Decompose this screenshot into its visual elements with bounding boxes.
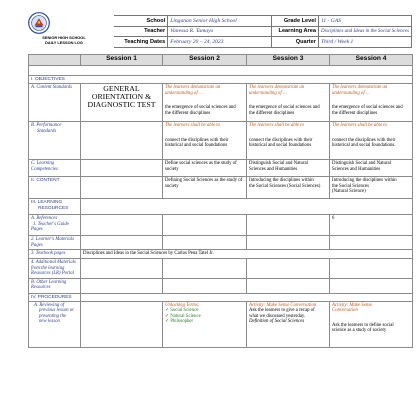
activity-title: Activity: Make Sense Conversation (249, 303, 317, 309)
learners-materials-row (29, 236, 413, 250)
session-4-review (330, 302, 413, 348)
additional-materials-row (29, 259, 413, 278)
textbook-row (29, 250, 413, 259)
textbook-value: Disciplines and Ideas in the Social Sciences by Carlos Pena Tatel Jr. (81, 250, 413, 259)
session-3-review (247, 302, 330, 348)
emergence-text: the emergence of social sciences and (165, 105, 236, 111)
school-value: Linganan Senior High School (168, 16, 272, 27)
learning-resources-heading (29, 199, 81, 215)
spacer-cell (29, 66, 413, 76)
connect-text: connect the disciplines with their (249, 137, 313, 143)
review-label (29, 302, 81, 348)
review-row (29, 302, 413, 348)
competencies-label-line-1: C. Learning (31, 161, 55, 167)
session-4-content (330, 177, 413, 199)
session-1-references-cell (81, 215, 163, 236)
session-4-references-cell (330, 215, 413, 236)
spacer (332, 314, 410, 323)
competency-text: Distinguish Social and Natural (249, 161, 309, 167)
grade-level-value: 11 - GAS (318, 16, 411, 27)
review-label-line-4: new lesson (39, 319, 60, 325)
header (28, 12, 412, 50)
spacer (332, 129, 410, 138)
header-info-table (114, 15, 412, 48)
additional-label-line-2: from the learning (31, 265, 65, 271)
demonstrate-text: The learners demonstrate an (249, 85, 305, 91)
teaching-dates-label: Teaching Dates (114, 37, 168, 48)
competencies-label-line-2: Competencies (31, 166, 58, 172)
content-text: Introducing the disciplines within (249, 178, 314, 184)
session-4-lm-cell (330, 236, 413, 250)
session-header-row (29, 55, 413, 66)
connect-text: connect the disciplines with their (332, 137, 396, 143)
session-1-lm-cell (81, 236, 163, 250)
session-2-competency (163, 160, 247, 177)
demonstrate-text-2: understanding of … (249, 90, 288, 96)
content-standards-label: A. Content Standards (29, 84, 81, 122)
grade-level-label: Grade Level (272, 16, 319, 27)
session-3-other-cell (247, 278, 330, 293)
orientation-line-1: GENERAL ORIENTATION & (91, 84, 152, 102)
session-2-performance-standard (163, 122, 247, 160)
corner-cell (29, 55, 81, 66)
activity-text-3: Definition of Social Sciences (249, 319, 305, 325)
orientation-line-2: DIAGNOSTIC TEST (87, 100, 156, 110)
content-heading: II. CONTENT (29, 177, 81, 199)
spacer (249, 129, 327, 138)
spacer (165, 129, 244, 138)
lm-label-line-2: Pages (31, 242, 43, 248)
teaching-dates-value: February 20 – 24, 2023 (168, 37, 272, 48)
other-label-line-1: B. Other Learning (31, 279, 67, 285)
additional-materials-label (29, 259, 81, 278)
spacer (165, 96, 244, 105)
emergence-text-2: the different disciplines (249, 110, 295, 116)
additional-label-line-3: Resources (LR) Portal (31, 271, 74, 277)
school-label: School (114, 16, 168, 27)
unlocking-terms-title: Unlocking Terms: (165, 303, 200, 309)
procedures-heading: IV. PROCEDURES (29, 293, 81, 301)
demonstrate-text: The learners demonstrate an (165, 85, 221, 91)
activity-text: Ask the learners to give a recap of (249, 308, 315, 314)
able-to-text: The learners shall be able to (165, 123, 221, 129)
tg-label-line-1: 1. Teacher's Guide (33, 221, 69, 227)
other-resources-row (29, 278, 413, 293)
quarter-label: Quarter (272, 37, 319, 48)
performance-label-line-2: Standards (37, 128, 57, 134)
learning-area-value: Disciplines and Ideas in the Social Sciences (318, 26, 411, 37)
spacer (249, 96, 327, 105)
connect-text-2: historical and social foundations. (332, 143, 396, 149)
performance-standards-label (29, 122, 81, 160)
learning-resources-row (29, 199, 413, 215)
emergence-text: the emergence of social sciences and (249, 105, 320, 111)
session-4-additional-cell (330, 259, 413, 278)
demonstrate-text: The learners demonstrate an (332, 85, 388, 91)
additional-label-line-1: 4. Additional Materials (31, 260, 76, 266)
procedures-cell (81, 293, 413, 301)
session-2-header: Session 2 (163, 55, 247, 66)
content-text-2: society (165, 183, 179, 189)
activity-text-2: what we discussed yesterday. (249, 313, 306, 319)
content-text-3: (Natural Science) (332, 189, 366, 195)
procedures-row (29, 293, 413, 301)
content-text: Defining Social Sciences as the study of (165, 178, 243, 184)
session-2-additional-cell (163, 259, 247, 278)
textbook-label: 3. Textbook pages (29, 250, 81, 259)
objectives-row (29, 76, 413, 84)
connect-text-2: historical and social foundations (249, 143, 312, 149)
content-row (29, 177, 413, 199)
learning-competencies-row (29, 160, 413, 177)
term-natural-science: ✓ Natural Science (165, 313, 201, 319)
session-1-header: Session 1 (81, 55, 163, 66)
content-text-2: the Social Sciences (332, 183, 370, 189)
session-3-competency (247, 160, 330, 177)
session-3-header: Session 3 (247, 55, 330, 66)
references-label (29, 215, 81, 236)
session-2-other-cell (163, 278, 247, 293)
activity-text-2: science as a study of society (332, 328, 387, 334)
spacer (332, 96, 410, 105)
school-name-line-1: SENIOR HIGH SCHOOL (42, 35, 86, 40)
connect-text-2: historical and social foundations (165, 143, 228, 149)
quarter-value: Third / Week 1 (318, 37, 411, 48)
competency-text-2: society (165, 166, 179, 172)
session-2-lm-cell (163, 236, 247, 250)
competency-text: Distinguish Social and Natural (332, 161, 392, 167)
lesson-log-table (28, 54, 413, 348)
able-to-text: The learners shall be able to (249, 123, 305, 129)
session-1-competency-cell (81, 160, 163, 177)
session-3-content-standard (247, 84, 330, 122)
session-1-performance-cell (81, 122, 163, 160)
references-row (29, 215, 413, 236)
spacer-row (29, 66, 413, 76)
lm-label-line-1: 2. Learner's Materials (31, 237, 74, 243)
session-3-content (247, 177, 330, 199)
session-2-references-cell (163, 215, 247, 236)
other-resources-label (29, 278, 81, 293)
learning-resources-line-1: III. LEARNING (31, 200, 63, 206)
session-2-content-standard (163, 84, 247, 122)
learners-materials-label (29, 236, 81, 250)
deped-seal-icon (28, 12, 50, 34)
tg-mark: 6 (332, 216, 335, 222)
session-1-other-cell (81, 278, 163, 293)
session-1-orientation-cell (81, 84, 163, 122)
school-block (28, 35, 100, 45)
session-3-performance-standard (247, 122, 330, 160)
session-3-lm-cell (247, 236, 330, 250)
activity-title-2: Conversation (332, 308, 358, 314)
references-label-line: A. References (31, 216, 58, 222)
competency-text: Define social sciences as the study of (165, 161, 237, 167)
session-1-content-cell (81, 177, 163, 199)
session-4-content-standard (330, 84, 413, 122)
content-text-2: the Social Sciences (Social Sciences) (249, 183, 321, 189)
objectives-heading: I. OBJECTIVES (29, 76, 413, 84)
content-standards-row (29, 84, 413, 122)
learning-resources-line-2: RESOURCES (38, 205, 69, 211)
able-to-text: The learners shall be able to (332, 123, 388, 129)
demonstrate-text-2: understanding of … (165, 90, 204, 96)
review-label-line-2: previous lesson or (39, 308, 74, 314)
performance-label-line-1: B. Performance (31, 123, 62, 129)
session-1-review-cell (81, 302, 163, 348)
teacher-label: Teacher (114, 26, 168, 37)
performance-standards-row (29, 122, 413, 160)
demonstrate-text-2: understanding of … (332, 90, 371, 96)
term-social-science: ✓ Social Science (165, 308, 199, 314)
competency-text-2: Sciences and Humanities (249, 166, 298, 172)
session-4-performance-standard (330, 122, 413, 160)
learning-resources-cell (81, 199, 413, 215)
learning-area-label: Learning Area (272, 26, 319, 37)
emergence-text-2: the different disciplines (332, 110, 378, 116)
session-2-content (163, 177, 247, 199)
teacher-value: Vanessa R. Tamayo (168, 26, 272, 37)
session-4-header: Session 4 (330, 55, 413, 66)
session-3-references-cell (247, 215, 330, 236)
session-1-additional-cell (81, 259, 163, 278)
session-3-additional-cell (247, 259, 330, 278)
session-4-competency (330, 160, 413, 177)
activity-title: Activity: Make Sense (332, 303, 373, 309)
school-name-line-2: DAILY LESSON LOG (45, 40, 83, 45)
activity-text: Ask the learners to define social (332, 322, 394, 328)
tg-label-line-2: Pages (31, 227, 43, 233)
other-label-line-2: Resources (31, 285, 51, 291)
competency-text-2: Sciences and Humanities (332, 166, 381, 172)
connect-text: connect the disciplines with their (165, 137, 229, 143)
content-text: Introducing the disciplines within (332, 178, 397, 184)
session-2-review (163, 302, 247, 348)
term-philosopher: ✓ Philosopher (165, 319, 194, 325)
emergence-text: the emergence of social sciences and (332, 105, 403, 111)
learning-competencies-label (29, 160, 81, 177)
review-label-line-3: presenting the (39, 313, 67, 319)
session-4-other-cell (330, 278, 413, 293)
review-label-line-1: A. Reviewing of (34, 303, 65, 309)
emergence-text-2: the different disciplines (165, 110, 211, 116)
